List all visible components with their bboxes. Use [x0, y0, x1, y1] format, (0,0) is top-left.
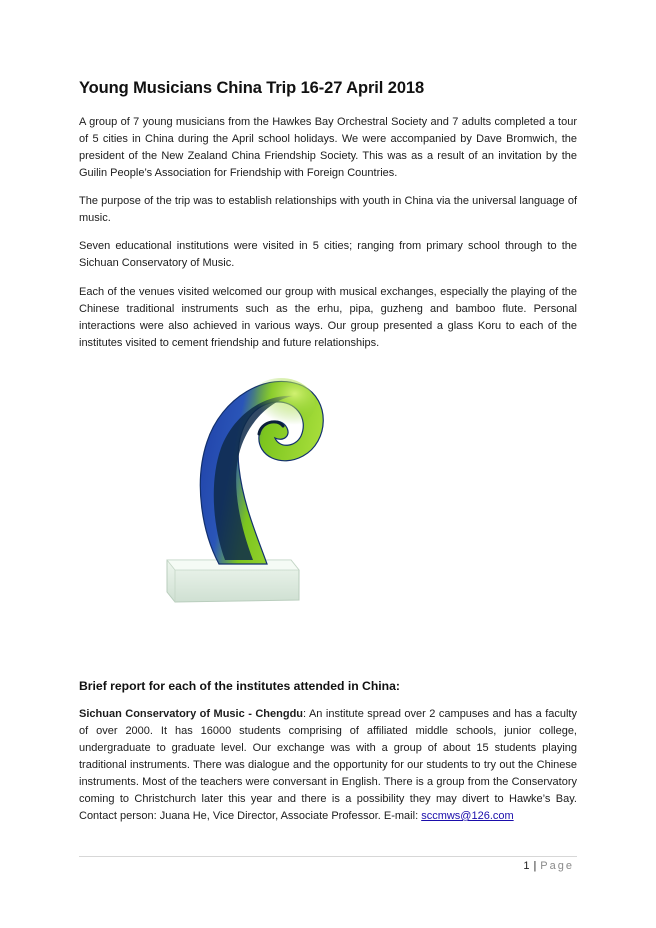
footer-divider [79, 856, 577, 857]
purpose-paragraph: The purpose of the trip was to establish relationships with youth in China via the universal language of music. [79, 195, 577, 224]
institute-report-paragraph [79, 706, 577, 825]
glass-koru-image [163, 364, 331, 606]
document-page [79, 0, 577, 928]
page-number: 1 [523, 860, 530, 872]
glass-koru-illustration [163, 364, 331, 606]
contact-email-link[interactable]: sccmws@126.com [421, 810, 514, 822]
page-label: Page [540, 860, 574, 872]
institute-name: Sichuan Conservatory of Music - Chengdu [79, 708, 304, 720]
intro-paragraph: A group of 7 young musicians from the Hawkes Bay Orchestral Society and 7 adults completed a tour of 5 cities in China during the April school holidays. We were accompanied by Dave Bromwich, the president of the New Zealand China Friendship Society. This was as a result of an invitation by the Guilin People’s Association for Friendship with Foreign Countries. [79, 116, 577, 179]
venues-paragraph: Each of the venues visited welcomed our group with musical exchanges, especially the playing of the Chinese traditional instruments such as the erhu, pipa, guzheng and bamboo flute. Personal interactions were also achieved in various ways. Our group presented a glass Koru to each of the institutes visited to cement friendship and future relationships. [79, 286, 577, 349]
institute-name-colon: : [303, 708, 307, 720]
page-footer [523, 860, 574, 872]
institute-description: An institute spread over 2 campuses and has a faculty of over 2000. It has 16000 students comprising of affiliated middle schools, junior college, undergraduate to graduate level. Our exchange was with a group of about 15 students playing traditional instruments. There was dialogue and the opportunity for our students to try out the Chinese instruments. Most of the teachers were conversant in English. There is a group from the Conservatory coming to Christchurch later this year and there is a possibility they may divert to Hawke’s Bay. Contact person: Juana He, Vice Director, Associate Professor. E-mail: [79, 708, 577, 822]
footer-separator: | [533, 860, 537, 872]
section-heading: Brief report for each of the institutes attended in China: [79, 679, 400, 693]
page-title: Young Musicians China Trip 16-27 April 2018 [79, 79, 425, 97]
institutions-paragraph: Seven educational institutions were visited in 5 cities; ranging from primary school through to the Sichuan Conservatory of Music. [79, 240, 577, 269]
